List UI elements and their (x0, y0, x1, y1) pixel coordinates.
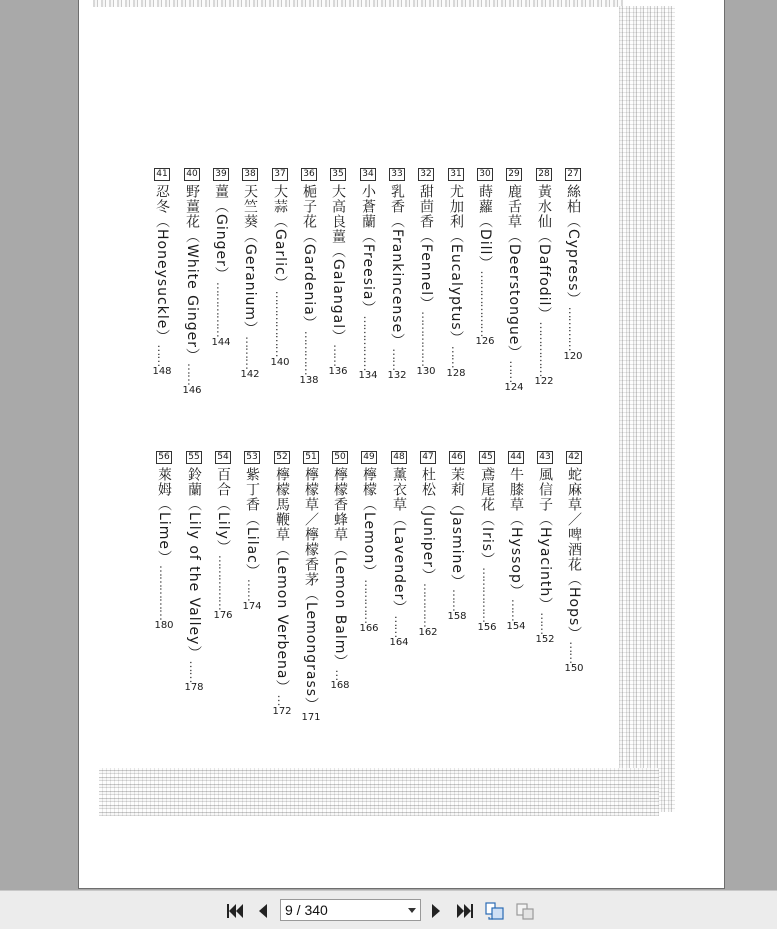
toc-entry: 42蛇麻草／啤酒花（Hops）……150 (564, 452, 584, 675)
page-indicator: 9 / 340 (285, 902, 328, 918)
document-page (78, 0, 725, 889)
toc-entry: 43風信子（Hyacinth）……152 (535, 452, 555, 646)
toc-entry: 30蒔蘿（Dill）………………126 (475, 169, 495, 348)
toc-entry: 33乳香（Frankincense）……132 (387, 169, 407, 382)
toc-entry: 44牛膝草（Hyssop）……154 (506, 452, 526, 632)
toc-entry: 27絲柏（Cypress）…………120 (563, 169, 583, 362)
rotate-page-button[interactable] (484, 901, 506, 921)
toc-entry: 54百合（Lily）……………176 (213, 452, 233, 621)
ornamental-border-bottom (99, 768, 659, 816)
toc-entry: 55鈴蘭（Lily of the Valley）……178 (184, 452, 204, 694)
toc-entry: 35大高良薑（Galangal）……136 (328, 169, 348, 378)
page-number-select[interactable] (280, 899, 421, 921)
ornamental-border-top (93, 0, 623, 7)
toc-entry: 29鹿舌草（Deerstongue）……124 (504, 169, 524, 394)
next-page-button[interactable] (425, 901, 447, 921)
toc-entry: 36梔子花（Gardenia）…………138 (299, 169, 319, 386)
toc-entry: 48薰衣草（Lavender）……164 (389, 452, 409, 649)
toc-entry: 45鳶尾花（Iris）……………156 (477, 452, 497, 634)
extract-page-button[interactable] (514, 901, 536, 921)
first-page-button[interactable] (224, 901, 246, 921)
prev-page-icon (256, 902, 270, 920)
toc-entry: 53紫丁香（Lilac）……174 (242, 452, 262, 612)
navigation-toolbar (0, 890, 777, 929)
last-page-button[interactable] (454, 901, 476, 921)
toc-entry: 46茉莉（Jasmine）……158 (447, 452, 467, 623)
toc-entry: 50檸檬香蜂草（Lemon Balm）…168 (330, 452, 350, 692)
extract-page-icon (514, 901, 536, 921)
toc-entry: 52檸檬馬鞭草（Lemon Verbena）…172 (272, 452, 292, 717)
toc-entry: 34小蒼蘭（Freesia）……………134 (358, 169, 378, 382)
next-page-icon (429, 902, 443, 920)
last-page-icon (455, 902, 475, 920)
toc-entry: 56萊姆（Lime）……………180 (154, 452, 174, 631)
prev-page-button[interactable] (252, 901, 274, 921)
toc-entry: 51檸檬草／檸檬香茅（Lemongrass）171 (301, 452, 321, 724)
toc-entry: 41忍冬（Honeysuckle）……148 (152, 169, 172, 378)
toc-entry: 31尤加利（Eucalyptus）……128 (446, 169, 466, 379)
toc-entry: 32甜茴香（Fennel）……………130 (416, 169, 436, 378)
toc-entry: 40野薑花（White Ginger）……146 (182, 169, 202, 397)
first-page-icon (225, 902, 245, 920)
toc-entry: 38天竺葵（Geranium）………142 (240, 169, 260, 381)
toc-entry: 49檸檬（Lemon）…………166 (359, 452, 379, 635)
toc-entry: 47杜松（Juniper）…………162 (418, 452, 438, 639)
rotate-page-icon (484, 901, 506, 921)
chevron-down-icon (408, 908, 416, 913)
ornamental-border-right (619, 6, 675, 812)
toc-entry: 39薑（Ginger）……………144 (211, 169, 231, 348)
toc-entry: 28黃水仙（Daffodil）……………122 (534, 169, 554, 388)
toc-entry: 37大蒜（Garlic）………………140 (270, 169, 290, 368)
